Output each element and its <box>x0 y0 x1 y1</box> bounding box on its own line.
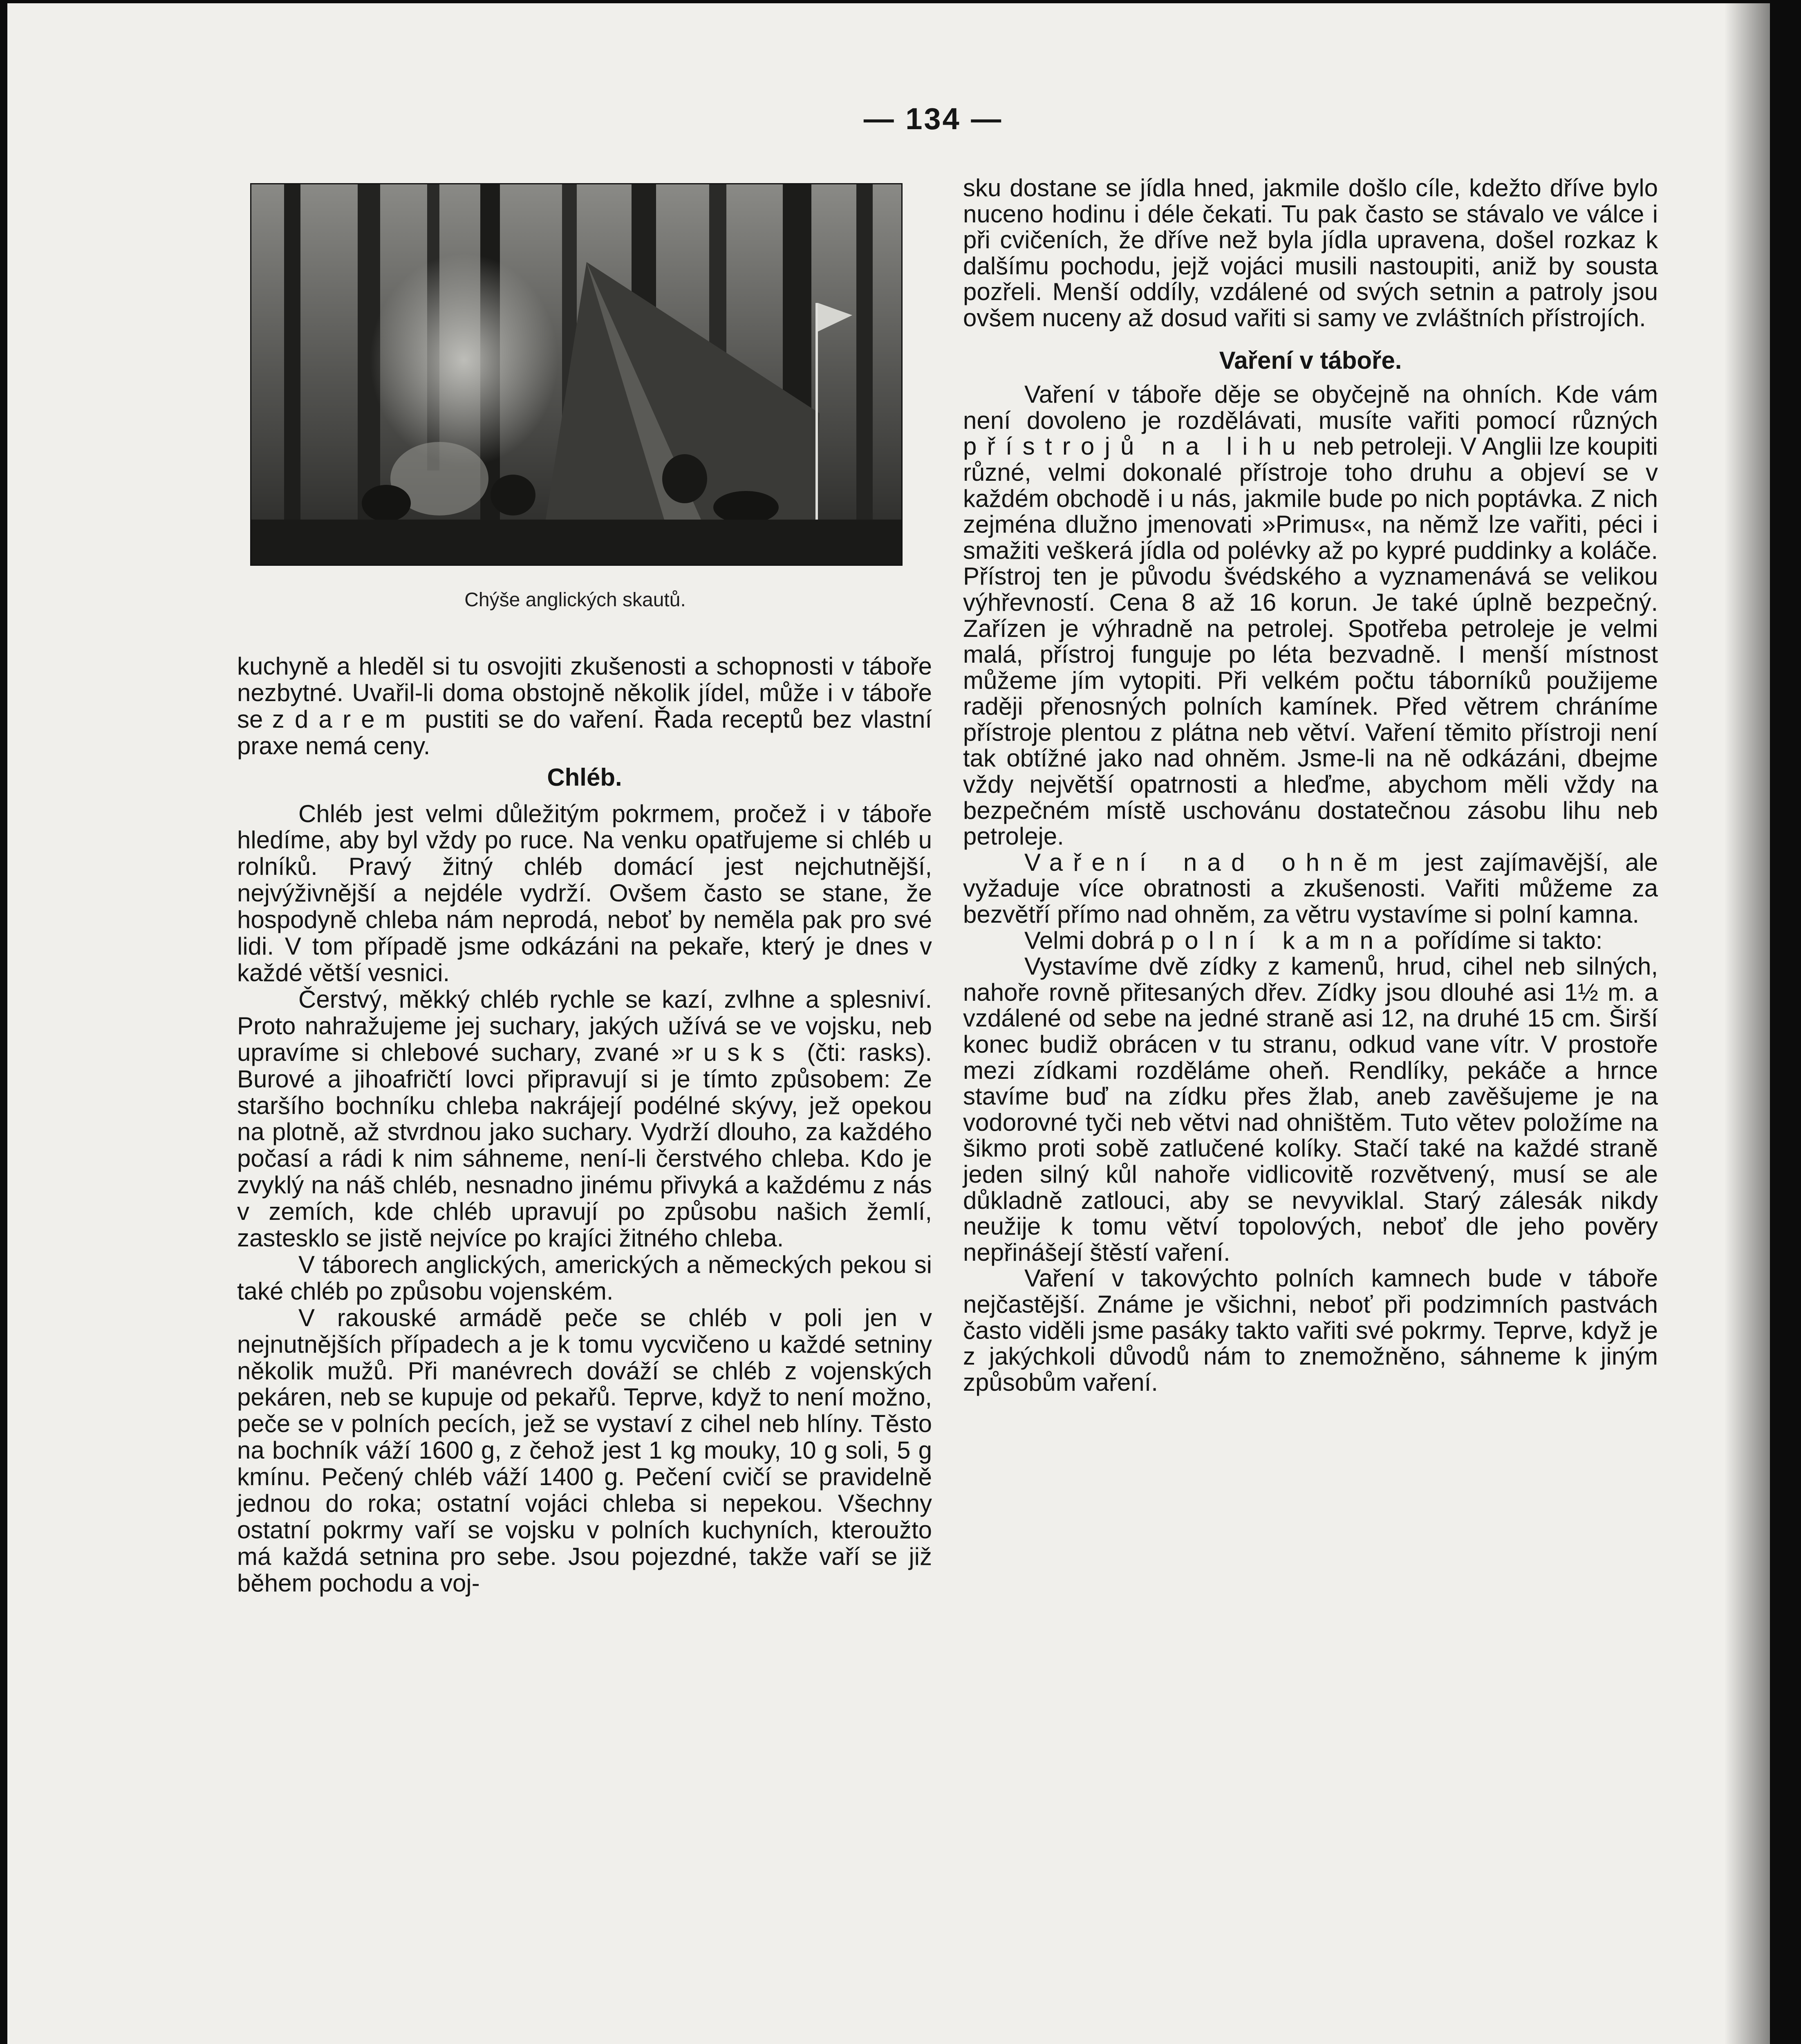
text-run: Čerstvý, měkký chléb rychle se kazí, zvlhne a splesniví. Proto nahražujeme jej suchary, jakých užívá se ve vojsku, neb upravíme si chlebové suchary, zvané » <box>237 985 932 1066</box>
scouts-hut-photo <box>250 183 903 566</box>
spaced-emphasis: Vaření nad ohněm <box>1024 848 1409 876</box>
left-paragraph-4: V táborech anglických, amerických a německých pekou si také chléb po způsobu vojenském. <box>237 1251 932 1305</box>
left-paragraph-5: V rakouské armádě peče se chléb v poli jen v nejnutnějších případech a je k tomu vycvičeno u každé setniny několik mužů. Při manévrech dováží se chléb z vojenských pekáren, neb se kupuje od pekařů. Teprve, když to není možno, peče se v polních pecích, jež se vystaví z cihel neb hlíny. Těsto na bochník váží 1600 g, z čehož jest 1 kg mouky, 10 g soli, 5 g kmínu. Pečený chléb váží 1400 g. Pečení cvičí se pravidelně jednou do roka; ostatní vojáci chleba si nepekou. Všechny ostatní pokrmy vaří se vojsku v polních kuchyních, kteroužto má každá setnina pro sebe. Jsou pojezdné, takže vaří se již během pochodu a voj- <box>237 1304 932 1597</box>
text-run: Velmi dobrá <box>1024 926 1161 954</box>
left-paragraph-2: Chléb jest velmi důležitým pokrmem, pročež i v táboře hledíme, aby byl vždy po ruce. Na venku opatřujeme si chléb u rolníků. Pravý žitný chléb domácí jest nejchutnější, nejvýživnější a nejdéle vydrží. Ovšem často se stane, že hospodyně chleba nám neprodá, neboť by neměla pak pro své lidi. V tom případě jsme odkázáni na pekaře, který je dnes v každé větší vesnici. <box>237 800 932 986</box>
text-run: jest zajímavější, ale vyžaduje více obratnosti a zkušenosti. Vařiti můžeme za bezvětří přímo nad ohněm, za větru vystavíme si polní kamna. <box>963 848 1658 928</box>
right-paragraph-5: Vystavíme dvě zídky z kamenů, hrud, cihel neb silných, nahoře rovně přitesaných dřev. Zídky jsou dlouhé asi 1½ m. a vzdálené od sebe na jedné straně asi 12, na druhé 15 cm. Širší konec budiž obrácen v tu stranu, odkud vane vítr. V prostoře mezi zídkami rozděláme oheň. Rendlíky, pekáče a hrnce stavíme buď na zídku přes žlab, aneb zavěšujeme je na vodorovné tyči neb větvi nad ohništěm. Tuto větev položíme na šikmo proti sobě zatlučené kolíky. Stačí také na každé straně jeden silný kůl nahoře vidlicovitě rozvětvený, musí se ale důkladně zatlouci, aby se nevyviklal. Starý zálesák nikdy neužije k tomu větví topolových, neboť dle jeho pověry nepřinášejí štěstí vaření. <box>963 953 1658 1266</box>
book-page <box>7 3 1770 2044</box>
left-paragraph-3 <box>237 986 932 1252</box>
text-run: kuchyně a hleděl si tu osvojiti zkušenosti a schopnosti v táboře nezbytné. Uvařil-li doma obstojně několik jídel, může i v táboře se <box>237 652 932 733</box>
right-paragraph-6: Vaření v takovýchto polních kamnech bude v táboře nejčastější. Známe je všichni, neboť při podzimních pastvách často viděli jsme pasáky takto vařiti své pokrmy. Teprve, když je z jakýchkoli důvodů nám to znemožněno, sáhneme k jiným způsobům vaření. <box>963 1264 1658 1396</box>
text-run: pustiti se do vaření. Řada receptů bez vlastní praxe nemá ceny. <box>237 705 932 760</box>
section-heading-vareni: Vaření v táboře. <box>1219 346 1402 374</box>
right-paragraph-3 <box>963 849 1658 928</box>
photo-caption: Chýše anglických skautů. <box>464 589 686 611</box>
photo-image <box>251 184 901 565</box>
spaced-emphasis: zdarem <box>272 705 416 733</box>
right-text-column <box>963 175 1658 1395</box>
left-paragraph-1 <box>237 653 932 760</box>
spaced-emphasis: polní kamna <box>1160 926 1408 954</box>
text-run: neb petroleji. V Anglii lze koupiti různé, velmi dokonalé přístroje toho druhu a objeví se v každém obchodě i u nás, jakmile bude po nich poptávka. Z nich zejména dlužno jmenovati »Primus«, na němž lze vařiti, péci i smažiti veškerá jídla od polévky až po kypré puddinky a koláče. Přístroj ten je původu švédského a vyznamenává se velikou výhřevností. Cena 8 až 16 korun. Je také úplně bezpečný. Zařízen je výhradně na petrolej. Spotřeba petroleje je velmi malá, přístroj funguje po léta bezvadně. I menší místnost můžeme jím vytopiti. Při velkém počtu táborníků použijeme raději přenosných polních kamínek. Před větrem chráníme přístroje plentou z plátna neb větví. Vaření těmito přístroji není tak obtížné jako nad ohněm. Jsme-li na ně odkázáni, dbejme vždy největší opatrnosti a hleďme, abychom měli vždy na bezpečném místě uschovánu dostatečnou zásobu lihu neb petroleje. <box>963 433 1658 850</box>
page-edge-shadow <box>1724 3 1770 2044</box>
text-run: pořídíme si takto: <box>1407 926 1603 954</box>
right-paragraph-2 <box>963 381 1658 849</box>
text-run: Vaření v táboře děje se obyčejně na ohních. Kde vám není dovoleno je rozdělávati, musíte vařiti pomocí různých <box>963 381 1658 434</box>
page-number: — 134 — <box>863 102 1003 136</box>
left-text-column <box>237 653 932 1597</box>
section-heading-chleb: Chléb. <box>547 763 622 791</box>
text-run: (čti: rasks). Burové a jihoafričtí lovci připravují si je tímto způsobem: Ze staršího bochníku chleba nakrájejí podélné skývy, jež opekou na plotně, až stvrdnou jako suchary. Vydrží dlouho, za každého počasí a rádi k nim sáhneme, není-li čerstvého chleba. Kdo je zvyklý na náš chléb, nesnadno jinému přivyká a každému z nás v zemích, kde chléb upravují po způsobu našich žemlí, zastesklo se jistě nejvíce po krajíci žitného chleba. <box>237 1038 932 1252</box>
right-paragraph-1: sku dostane se jídla hned, jakmile došlo cíle, kdežto dříve bylo nuceno hodinu i déle čekati. Tu pak často se stávalo ve válce i při cvičeních, že dříve než byla jídla upravena, došel rozkaz k dalšímu pochodu, jejž vojáci musili nastoupiti, aniž by sousta pozřeli. Menší oddíly, vzdálené od svých setnin a patroly jsou ovšem nuceny až dosud vařiti si samy ve zvláštních přístrojích. <box>963 174 1658 332</box>
spaced-emphasis: přístrojů na lihu <box>963 433 1306 460</box>
right-paragraph-4 <box>963 928 1658 954</box>
spaced-emphasis: rusks <box>685 1038 795 1066</box>
